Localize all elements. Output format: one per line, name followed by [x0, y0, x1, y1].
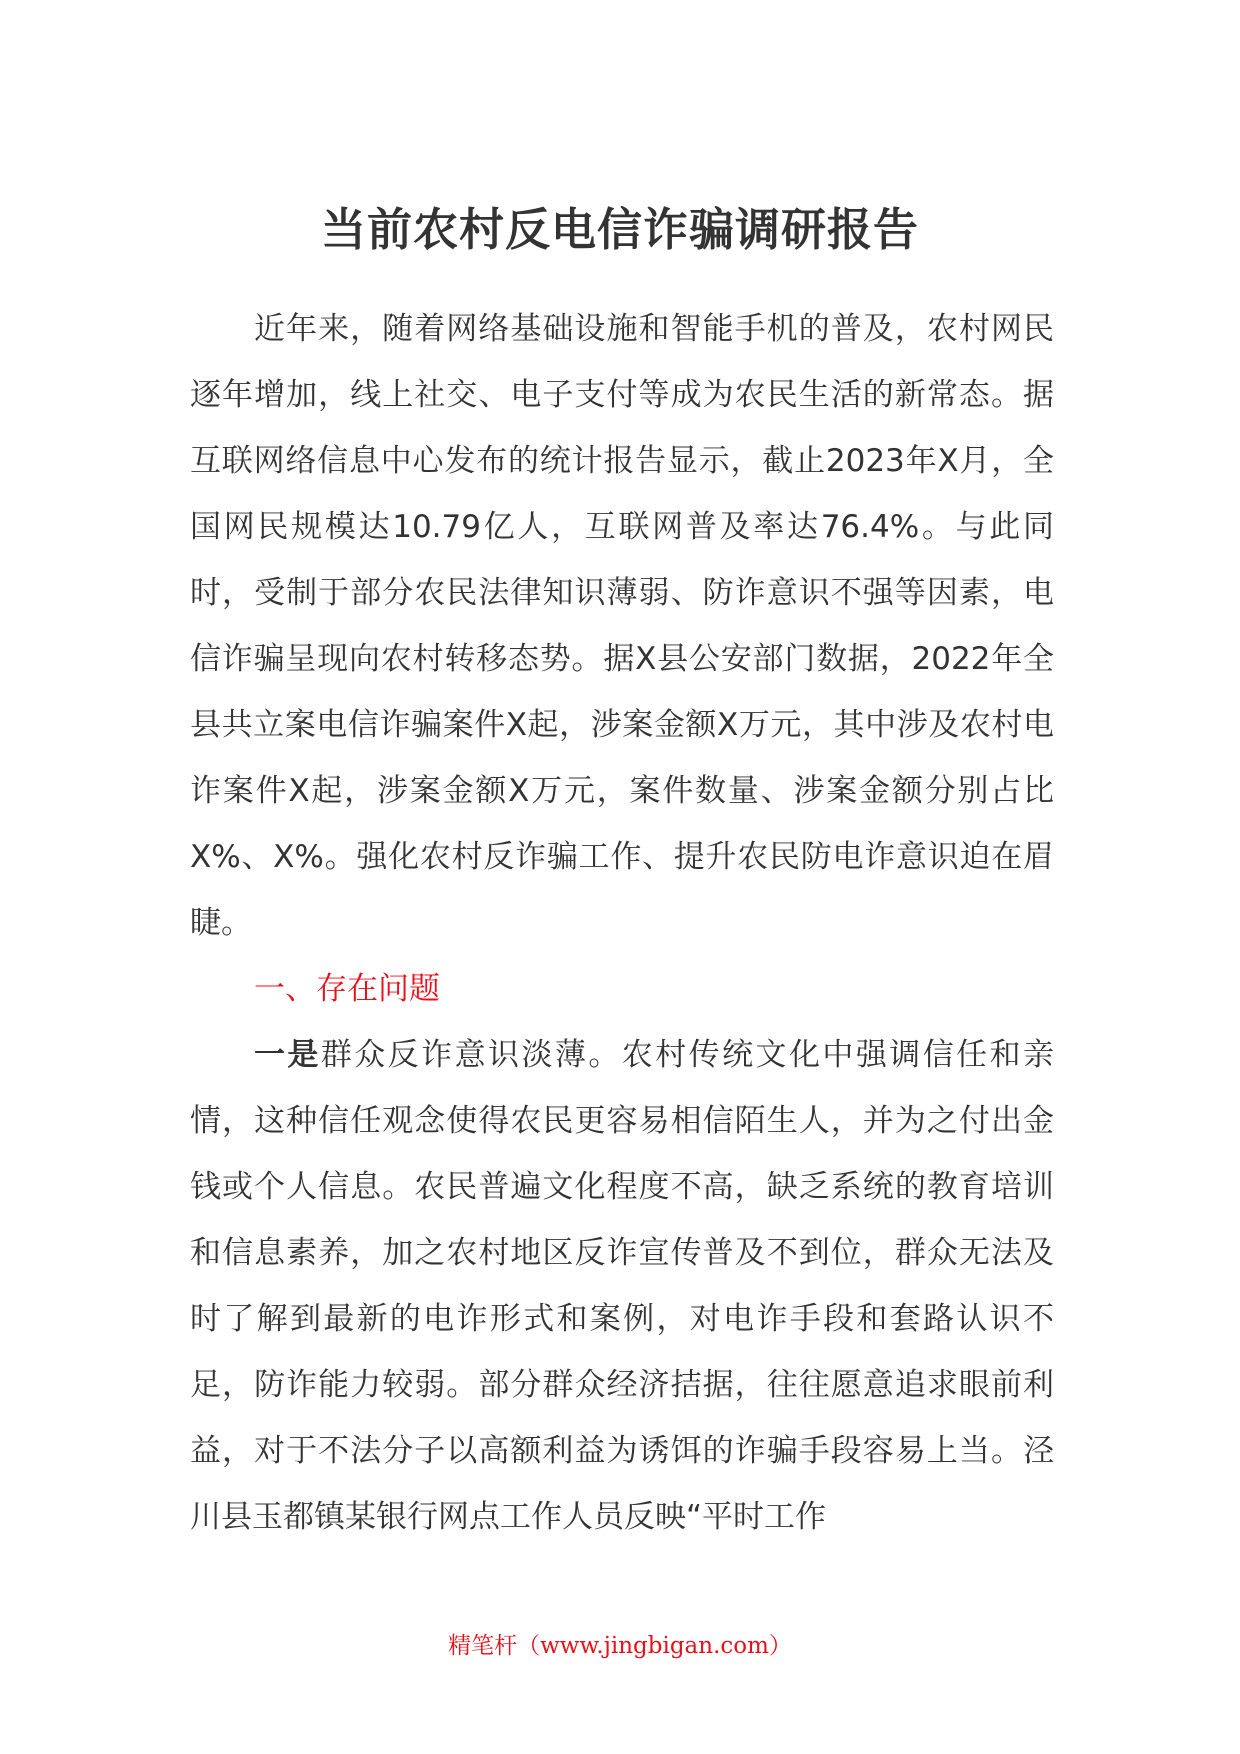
section-heading: 一、存在问题 [254, 971, 440, 1007]
footer-watermark: 精笔杆（www.jingbigan.com） [448, 1633, 792, 1659]
intro-paragraph: 近年来，随着网络基础设施和智能手机的普及，农村网民逐年增加，线上社交、电子支付等成为农民生活的新常态。据互联网络信息中心发布的统计报告显示，截止2023年X月，全国网民规模达10.79亿人，互联网普及率达76.4%。与此同时，受制于部分农民法律知识薄弱、防诈意识不强等因素，电信诈骗呈现向农村转移态势。据X县公安部门数据，2022年全县共立案电信诈骗案件X起，涉案金额X万元，其中涉及农村电诈案件X起，涉案金额X万元，案件数量、涉案金额分别占比X%、X%。强化农村反诈骗工作、提升农民防电诈意识迫在眉睫。 [190, 311, 1054, 941]
point-one-lead: 一是 [254, 1037, 321, 1073]
document-body [190, 296, 1054, 1550]
point-one-paragraph [190, 1022, 1054, 1550]
point-one-body: 群众反诈意识淡薄。农村传统文化中强调信任和亲情，这种信任观念使得农民更容易相信陌生人，并为之付出金钱或个人信息。农民普遍文化程度不高，缺乏系统的教育培训和信息素养，加之农村地区反诈宣传普及不到位，群众无法及时了解到最新的电诈形式和案例，对电诈手段和套路认识不足，防诈能力较弱。部分群众经济拮据，往往愿意追求眼前利益，对于不法分子以高额利益为诱饵的诈骗手段容易上当。泾川县玉都镇某银行网点工作人员反映“平时工作 [190, 1037, 1055, 1535]
document-title: 当前农村反电信诈骗调研报告 [320, 203, 919, 256]
